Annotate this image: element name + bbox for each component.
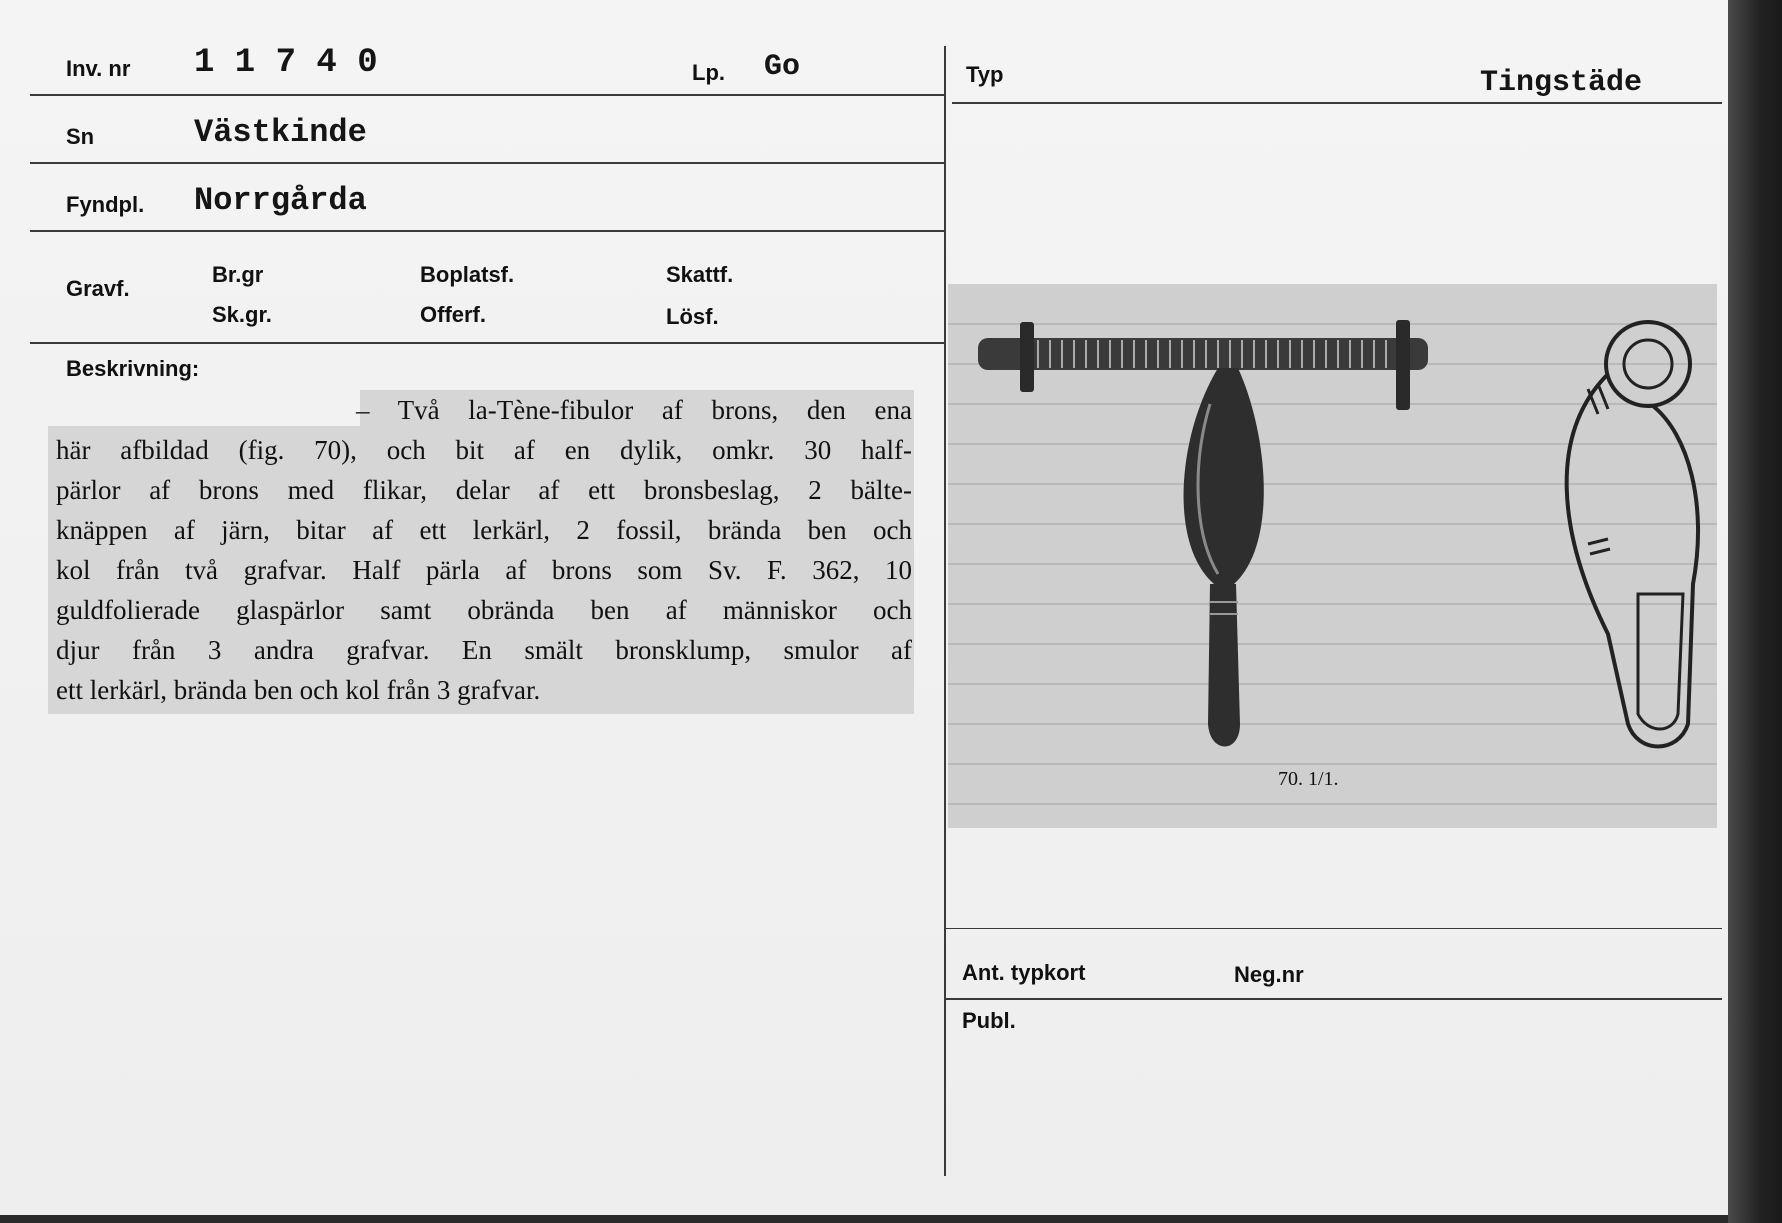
description-line: djur från 3 andra grafvar. En smält bronsklump, smulor af bbox=[56, 635, 912, 665]
sn-value: Västkinde bbox=[194, 114, 367, 151]
skgr-label: Sk.gr. bbox=[212, 302, 272, 327]
fyndpl-value: Norrgårda bbox=[194, 182, 367, 219]
beskrivning-label: Beskrivning: bbox=[66, 356, 200, 381]
description-line: – Två la-Tène-fibulor af brons, den ena bbox=[356, 395, 912, 425]
lp-label: Lp. bbox=[692, 60, 725, 85]
rule-sn bbox=[30, 162, 946, 164]
inv-nr-value: 1 1 7 4 0 bbox=[194, 44, 378, 82]
rule-publ bbox=[946, 998, 1722, 1000]
sn-label: Sn bbox=[66, 124, 95, 149]
description-line: kol från två grafvar. Half pärla af brons som Sv. F. 362, 10 bbox=[56, 555, 912, 585]
rule-fyndpl bbox=[30, 230, 946, 232]
skattf-label: Skattf. bbox=[666, 262, 734, 287]
lp-value: Go bbox=[764, 50, 801, 84]
typ-value: Tingstäde bbox=[1480, 66, 1643, 100]
description-line: ett lerkärl, brända ben och kol från 3 grafvar. bbox=[56, 675, 541, 705]
column-divider bbox=[944, 46, 946, 1176]
gravf-label: Gravf. bbox=[66, 276, 130, 301]
rule-invnr bbox=[30, 94, 946, 96]
boplatsf-label: Boplatsf. bbox=[420, 262, 515, 287]
ant-typkort-label: Ant. typkort bbox=[962, 960, 1086, 985]
typ-label: Typ bbox=[966, 62, 1004, 87]
rule-ant bbox=[946, 928, 1722, 929]
rule-typ bbox=[952, 102, 1722, 104]
description-text bbox=[56, 390, 912, 710]
brgr-label: Br.gr bbox=[212, 262, 264, 287]
publ-label: Publ. bbox=[962, 1008, 1016, 1033]
description-line: guldfolierade glaspärlor samt obrända ben af människor och bbox=[56, 595, 912, 625]
figure-caption: 70. 1/1. bbox=[1278, 768, 1339, 790]
description-line: knäppen af järn, bitar af ett lerkärl, 2 fossil, brända ben och bbox=[56, 515, 912, 545]
fyndpl-label: Fyndpl. bbox=[66, 192, 145, 217]
description-line: pärlor af brons med flikar, delar af ett bronsbeslag, 2 bälte- bbox=[56, 475, 912, 505]
neg-nr-label: Neg.nr bbox=[1234, 962, 1304, 987]
fibula-figure bbox=[948, 284, 1717, 828]
offerf-label: Offerf. bbox=[420, 302, 486, 327]
losf-label: Lösf. bbox=[666, 304, 719, 329]
description-line: här afbildad (fig. 70), och bit af en dylik, omkr. 30 half- bbox=[56, 435, 912, 465]
fibula-illustration bbox=[948, 284, 1717, 828]
inv-nr-label: Inv. nr bbox=[66, 56, 131, 81]
scan-edge bbox=[1728, 0, 1782, 1223]
rule-gravf bbox=[30, 342, 946, 344]
